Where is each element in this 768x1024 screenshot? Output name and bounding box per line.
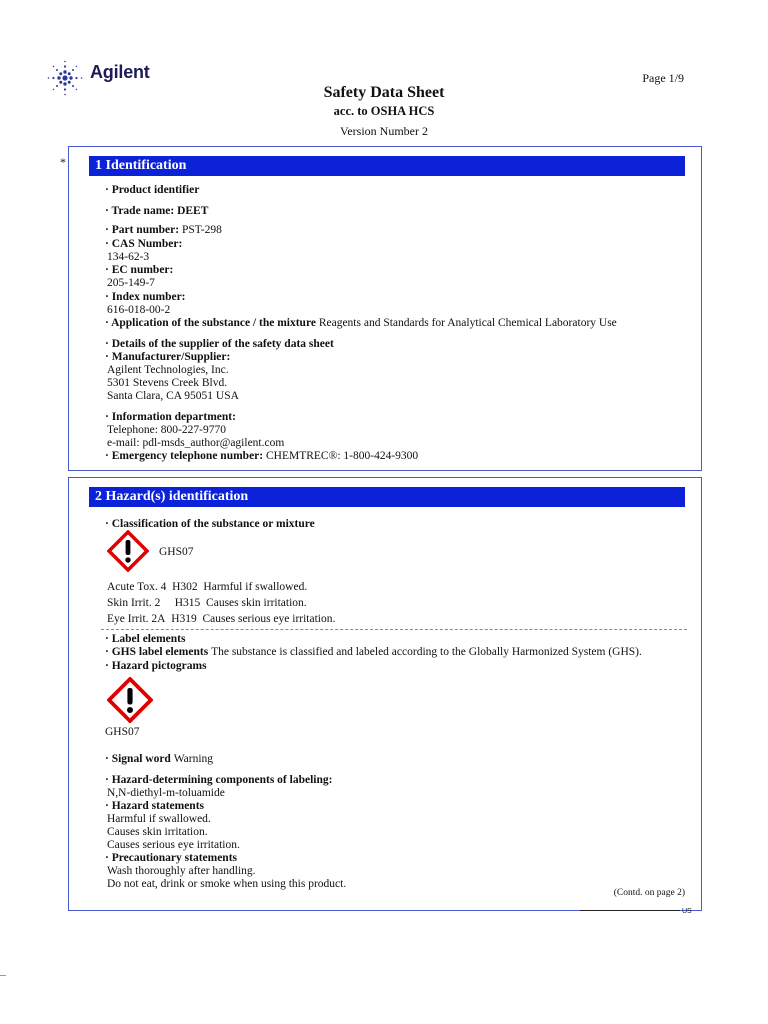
cas-number-value: 134-62-3 [107, 251, 150, 263]
margin-tick [0, 975, 6, 976]
emergency-phone-line: · Emergency telephone number: CHEMTREC®: 1-800-424-9300 [105, 450, 419, 462]
hazard-statement: Causes serious eye irritation. [107, 839, 240, 851]
hazard-statement: Harmful if swallowed. [107, 813, 211, 825]
classification-label: · Classification of the substance or mixture [105, 518, 315, 530]
precautionary-statement: Do not eat, drink or smoke when using this product. [107, 878, 347, 890]
brand-name: Agilent [90, 62, 150, 82]
section-heading: 2 Hazard(s) identification [89, 487, 685, 507]
trade-name-line: · Trade name: DEET [105, 205, 209, 217]
cas-number-label: · CAS Number: [105, 238, 183, 250]
product-identifier-line: · Product identifier [105, 184, 200, 196]
pictogram-code: GHS07 [159, 546, 194, 558]
label-elements-label: · Label elements [105, 633, 186, 645]
section-identification [68, 146, 702, 471]
dashed-divider [101, 629, 687, 630]
manufacturer-street: 5301 Stevens Creek Blvd. [107, 377, 228, 389]
document-subtitle: acc. to OSHA HCS [333, 104, 435, 118]
exclamation-diamond-icon [107, 530, 149, 572]
telephone-line: Telephone: 800-227-9770 [107, 424, 226, 436]
info-department-label: · Information department: [105, 411, 236, 423]
ghs-label-line: · GHS label elements The substance is classified and labeled according to the Globally Harmonized System (GHS). [105, 646, 642, 658]
hazard-row: Skin Irrit. 2 H315 Causes skin irritation. [107, 597, 307, 609]
continued-note: (Contd. on page 2) [613, 887, 685, 898]
footer-rule [580, 910, 680, 911]
hazard-statements-label: · Hazard statements [105, 800, 205, 812]
document-title: Safety Data Sheet [323, 84, 445, 101]
revision-marker: * [60, 155, 66, 169]
hazard-pictograms-label: · Hazard pictograms [105, 660, 207, 672]
pictogram-code: GHS07 [105, 726, 140, 738]
manufacturer-city: Santa Clara, CA 95051 USA [107, 390, 239, 402]
components-label: · Hazard-determining components of labeling: [105, 774, 333, 786]
manufacturer-label: · Manufacturer/Supplier: [105, 351, 231, 363]
email-line[interactable]: e-mail: pdl-msds_author@agilent.com [107, 437, 285, 449]
hazard-row: Acute Tox. 4 H302 Harmful if swallowed. [107, 581, 308, 593]
hazard-statement: Causes skin irritation. [107, 826, 208, 838]
signal-word-line: · Signal word Warning [105, 753, 214, 765]
ec-number-value: 205-149-7 [107, 277, 155, 289]
precautionary-label: · Precautionary statements [105, 852, 238, 864]
part-number-line: · Part number: PST-298 [105, 224, 222, 236]
ec-number-label: · EC number: [105, 264, 174, 276]
footer-region-code: US [682, 908, 692, 915]
application-line: · Application of the substance / the mixture Reagents and Standards for Analytical Chemical Laboratory Use [105, 317, 617, 329]
section-hazards [68, 477, 702, 911]
footer-region [580, 906, 702, 916]
index-number-value: 616-018-00-2 [107, 304, 171, 316]
precautionary-statement: Wash thoroughly after handling. [107, 865, 256, 877]
page-number: Page 1/9 [642, 71, 684, 85]
manufacturer-name: Agilent Technologies, Inc. [107, 364, 229, 376]
supplier-details-line: · Details of the supplier of the safety data sheet [105, 338, 334, 350]
hazard-row: Eye Irrit. 2A H319 Causes serious eye irritation. [107, 613, 336, 625]
version-number: Version Number 2 [340, 124, 428, 138]
section-heading: 1 Identification [89, 156, 685, 176]
exclamation-diamond-icon [107, 677, 153, 723]
index-number-label: · Index number: [105, 291, 186, 303]
components-value: N,N-diethyl-m-toluamide [107, 787, 225, 799]
